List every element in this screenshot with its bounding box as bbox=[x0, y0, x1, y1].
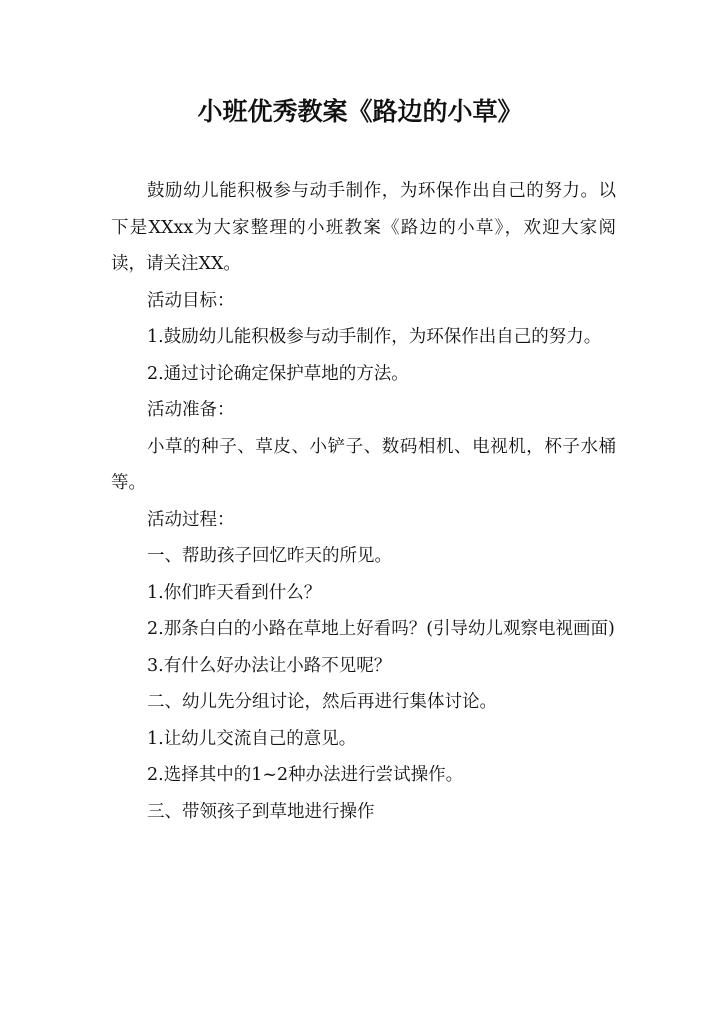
paragraph-step-3-heading: 三、带领孩子到草地进行操作 bbox=[147, 801, 375, 822]
document-body bbox=[111, 173, 616, 830]
paragraph-goal-1: 1.鼓励幼儿能积极参与动手制作，为环保作出自己的努力。 bbox=[147, 327, 602, 347]
paragraph-section-process: 活动过程： bbox=[147, 509, 235, 530]
document-title: 小班优秀教案《路边的小草》 bbox=[197, 97, 523, 126]
paragraph-step-2-item-1: 1.让幼儿交流自己的意见。 bbox=[147, 728, 357, 749]
paragraph-intro: 鼓励幼儿能积极参与动手制作，为环保作出自己的努力。以下是XXxx为大家整理的小班教案《路边的小草》，欢迎大家阅读，请关注XX。 bbox=[111, 181, 616, 274]
paragraph-preparation-items: 小草的种子、草皮、小铲子、数码相机、电视机，杯子水桶等。 bbox=[111, 436, 616, 493]
paragraph-step-1-heading: 一、帮助孩子回忆昨天的所见。 bbox=[147, 546, 392, 566]
paragraph-step-1-question-1: 1.你们昨天看到什么？ bbox=[147, 582, 322, 603]
paragraph-section-goals: 活动目标： bbox=[147, 290, 235, 311]
paragraph-goal-2: 2.通过讨论确定保护草地的方法。 bbox=[147, 363, 409, 384]
paragraph-step-2-heading: 二、幼儿先分组讨论，然后再进行集体讨论。 bbox=[147, 692, 497, 712]
paragraph-step-1-question-3: 3.有什么好办法让小路不见呢？ bbox=[147, 655, 392, 676]
paragraph-section-preparation: 活动准备： bbox=[147, 400, 235, 420]
paragraph-step-1-question-2: 2.那条白白的小路在草地上好看吗？(引导幼儿观察电视画面) bbox=[147, 619, 615, 639]
paragraph-step-2-item-2: 2.选择其中的1~2种办法进行尝试操作。 bbox=[147, 765, 464, 785]
